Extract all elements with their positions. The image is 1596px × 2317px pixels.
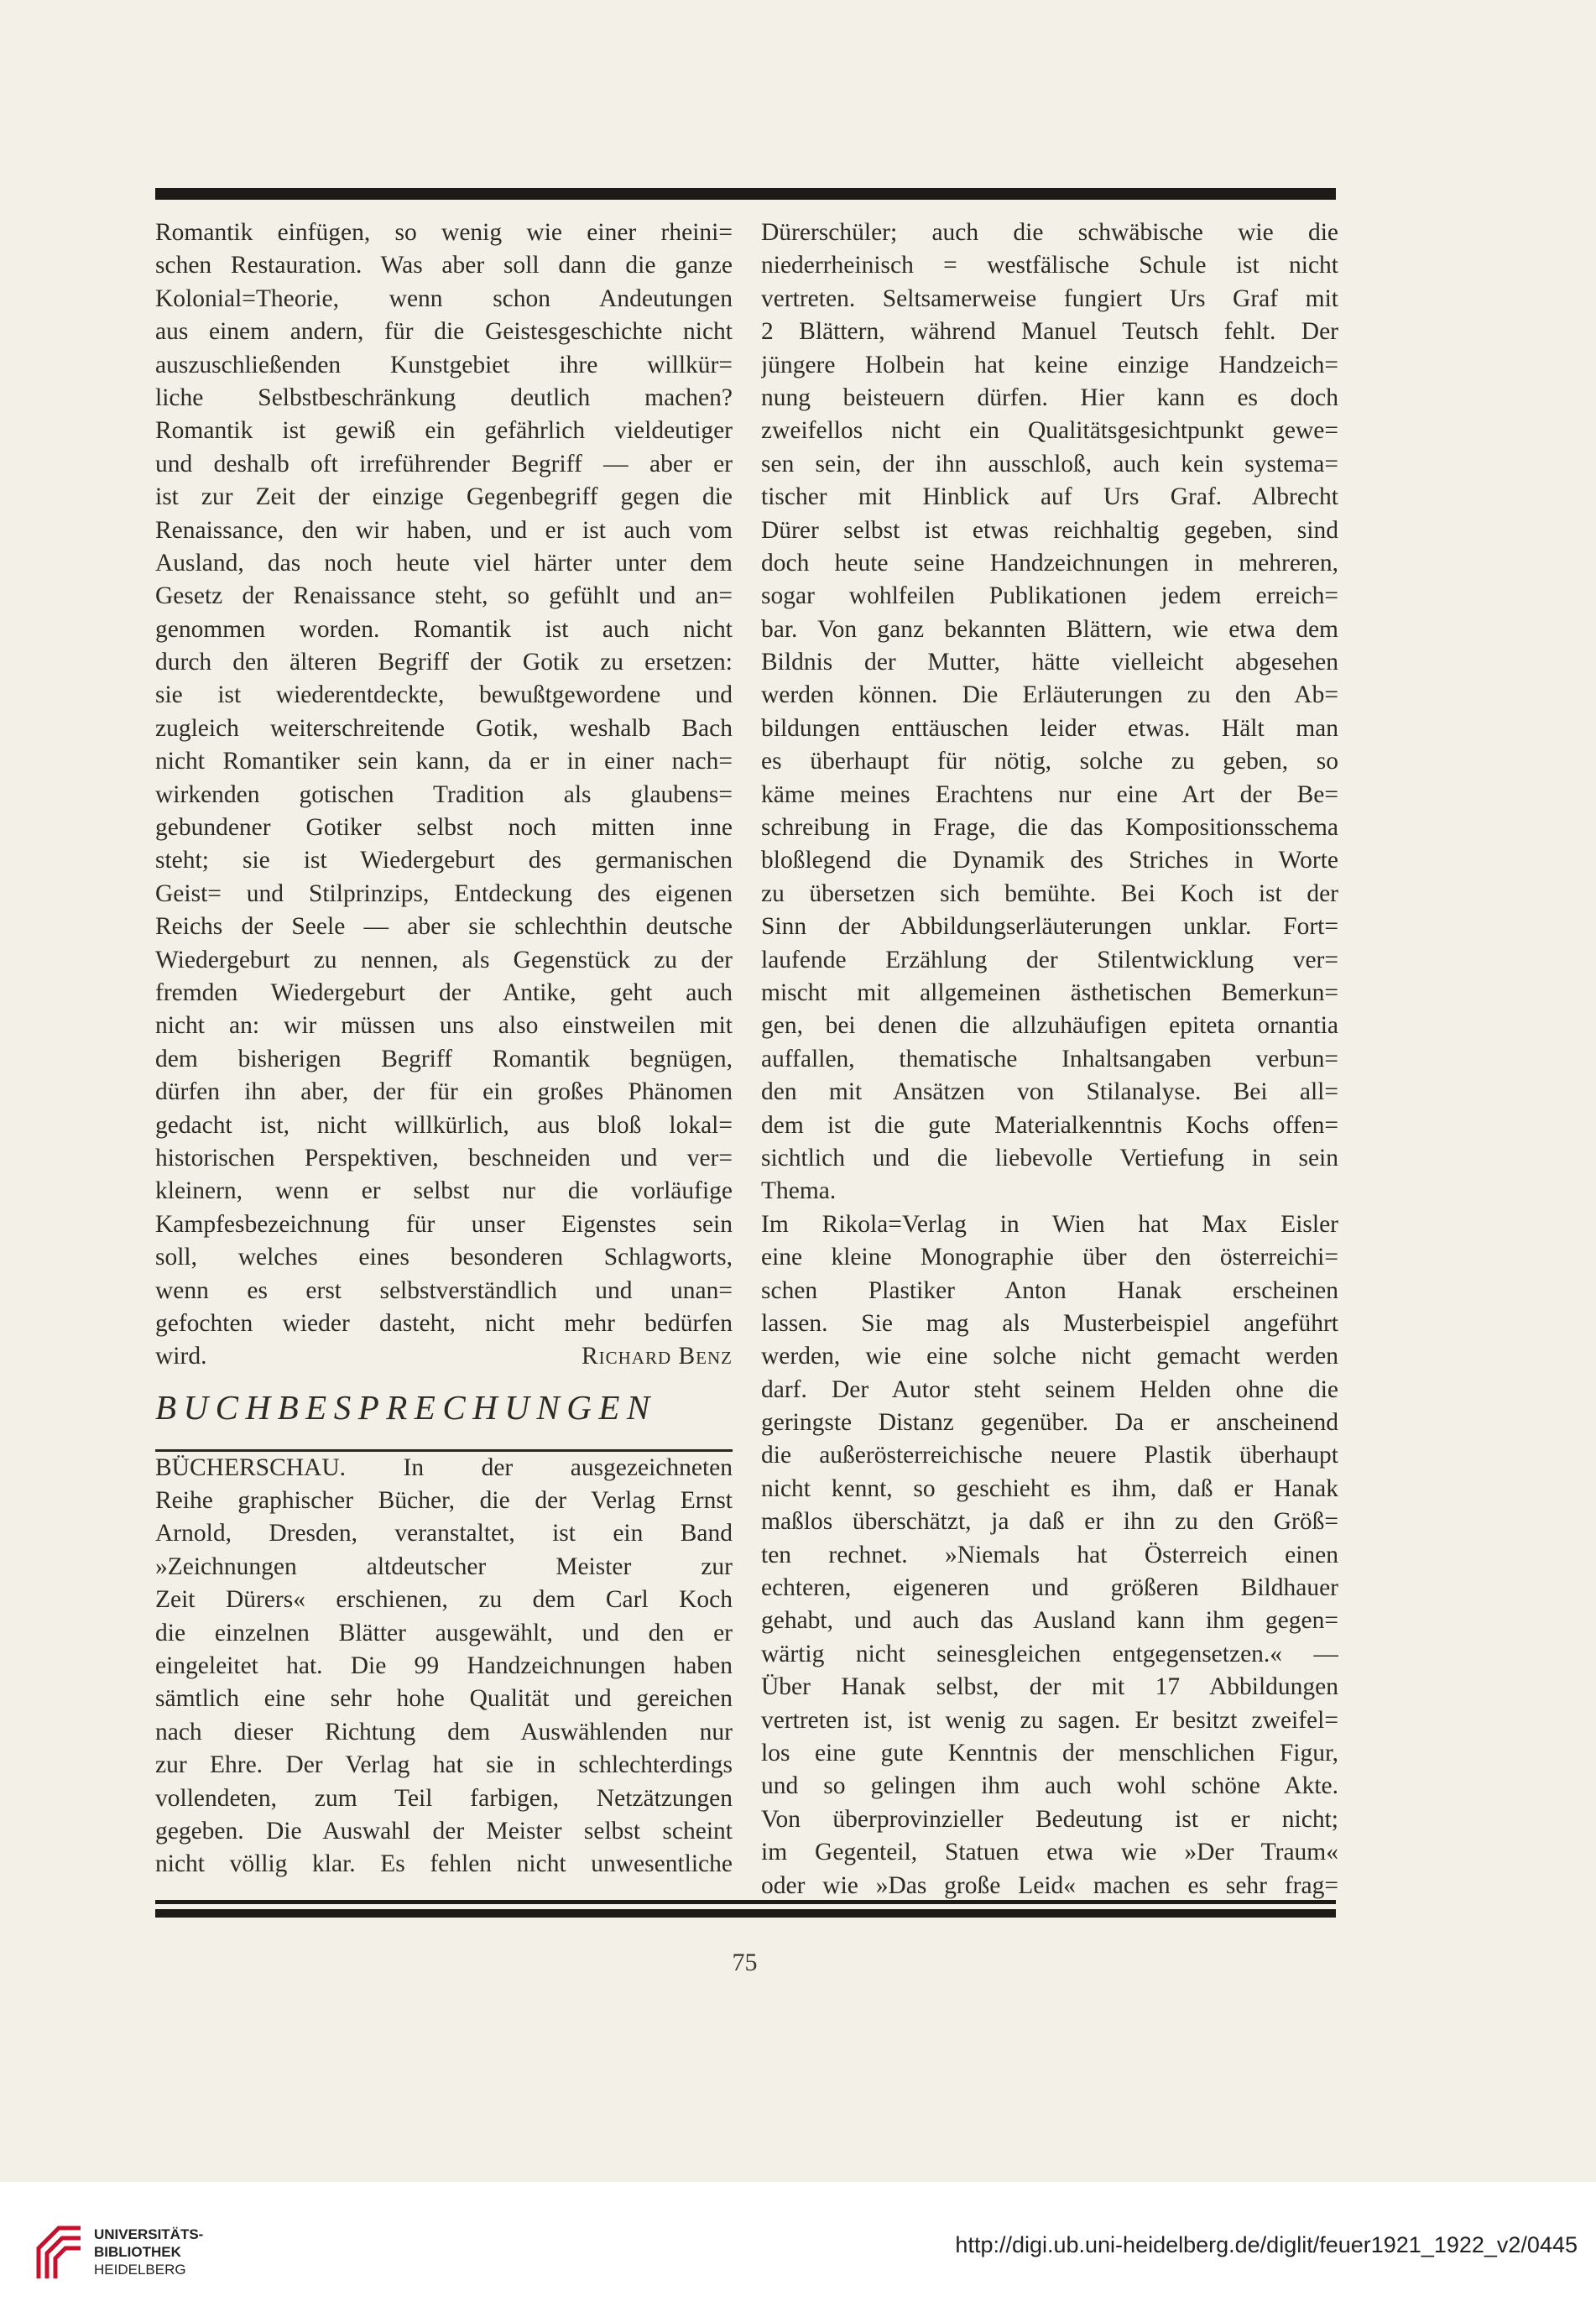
text-line: Romantik einfügen, so wenig wie einer rheini= [155, 219, 733, 246]
text-line: durch den älteren Begriff der Gotik zu ersetzen: [155, 649, 733, 676]
right-column [761, 217, 1338, 1902]
text-line: und deshalb oft irreführender Begriff — aber er [155, 450, 733, 477]
text-line: jüngere Holbein hat keine einzige Handzeich= [761, 351, 1338, 378]
text-line: Zeit Dürers« erschienen, zu dem Carl Koch [155, 1586, 733, 1614]
text-line: Gesetz der Renaissance steht, so gefühlt und an= [155, 582, 733, 610]
text-line: die außerösterreichische neuere Plastik überhaupt [761, 1442, 1338, 1469]
text-line: mischt mit allgemeinen ästhetischen Bemerkun= [761, 978, 1338, 1006]
text-line: nung beisteuern dürfen. Hier kann es doch [761, 384, 1338, 411]
text-line: bar. Von ganz bekannten Blättern, wie etwa dem [761, 615, 1338, 643]
bottom-rule-thick [155, 1909, 1336, 1918]
text-line: echteren, eigeneren und größeren Bildhauer [761, 1574, 1338, 1602]
top-rule [155, 188, 1336, 200]
text-line: bloßlegend die Dynamik des Striches in Worte [761, 847, 1338, 874]
left-column [155, 217, 733, 1881]
text-line: Renaissance, den wir haben, und er ist auch vom [155, 516, 733, 544]
text-line: Thema. [761, 1177, 837, 1205]
text-line: wärtig nicht seinesgleichen entgegensetzen.« — [761, 1640, 1338, 1667]
text-line: aus einem andern, für die Geistesgeschichte nicht [155, 318, 733, 346]
text-line: eingeleitet hat. Die 99 Handzeichnungen haben [155, 1652, 733, 1680]
text-line: es überhaupt für nötig, solche zu geben, so [761, 748, 1338, 775]
text-line: Bildnis der Mutter, hätte vielleicht abgesehen [761, 649, 1338, 676]
text-line: Dürer selbst ist etwas reichhaltig gegeben, sind [761, 516, 1338, 544]
text-line: zweifellos nicht ein Qualitätsgesichtpunkt gewe= [761, 417, 1338, 445]
text-line: vertreten. Seltsamerweise fungiert Urs Graf mit [761, 284, 1338, 312]
text-line: BÜCHERSCHAU. In der ausgezeichneten [155, 1453, 733, 1481]
text-line: bildungen enttäuschen leider etwas. Hält man [761, 714, 1338, 742]
text-line: sie ist wiederentdeckte, bewußtgewordene und [155, 681, 733, 709]
text-line: nicht an: wir müssen uns also einstweilen mit [155, 1012, 733, 1040]
text-line: zu übersetzen sich bemühte. Bei Koch ist der [761, 879, 1338, 907]
text-line: gebundener Gotiker selbst noch mitten inne [155, 814, 733, 842]
text-line: gedacht ist, nicht willkürlich, aus bloß lokal= [155, 1111, 733, 1139]
text-line: nicht kennt, so geschieht es ihm, daß er Hanak [761, 1474, 1338, 1502]
text-line: Reihe graphischer Bücher, die der Verlag Ernst [155, 1487, 733, 1515]
text-line: gefochten wieder dasteht, nicht mehr bedürfen [155, 1309, 733, 1337]
text-line: vertreten ist, ist wenig zu sagen. Er besitzt zweifel= [761, 1706, 1338, 1734]
text-line: Kampfesbezeichnung für unser Eigenstes sein [155, 1210, 733, 1238]
text-line: los eine gute Kenntnis der menschlichen Figur, [761, 1739, 1338, 1766]
text-line: werden, wie eine solche nicht gemacht werden [761, 1343, 1338, 1370]
text-line: gehabt, und auch das Ausland kann ihm gegen= [761, 1607, 1338, 1635]
text-line: oder wie »Das große Leid« machen es sehr frag= [761, 1871, 1338, 1899]
text-line: sämtlich eine sehr hohe Qualität und gereichen [155, 1685, 733, 1713]
library-name [94, 2226, 203, 2278]
text-line: im Gegenteil, Statuen etwa wie »Der Traum« [761, 1839, 1338, 1866]
signature-word: wird. [155, 1343, 207, 1370]
text-line: Sinn der Abbildungserläuterungen unklar. Fort= [761, 913, 1338, 941]
text-line: zugleich weiterschreitende Gotik, weshalb Bach [155, 714, 733, 742]
text-line: liche Selbstbeschränkung deutlich machen? [155, 384, 733, 411]
text-line: schen Restauration. Was aber soll dann die ganze [155, 252, 733, 279]
text-line: Über Hanak selbst, der mit 17 Abbildungen [761, 1673, 1338, 1701]
text-line: Arnold, Dresden, veranstaltet, ist ein Band [155, 1520, 733, 1547]
text-line: laufende Erzählung der Stilentwicklung ver= [761, 946, 1338, 973]
text-line: soll, welches eines besonderen Schlagworts, [155, 1244, 733, 1271]
text-line: tischer mit Hinblick auf Urs Graf. Albrecht [761, 483, 1338, 511]
library-name-line3: HEIDELBERG [94, 2262, 186, 2278]
text-line: schen Plastiker Anton Hanak erscheinen [761, 1276, 1338, 1304]
text-line: Reichs der Seele — aber sie schlechthin deutsche [155, 913, 733, 941]
text-line: maßlos überschätzt, ja daß er ihn zu den Größ= [761, 1508, 1338, 1536]
text-line: sogar wohlfeilen Publikationen jedem erreich= [761, 582, 1338, 610]
text-line: auffallen, thematische Inhaltsangaben verbun= [761, 1045, 1338, 1072]
text-line: dem bisherigen Begriff Romantik begnügen, [155, 1045, 733, 1072]
section-heading: BUCHBESPRECHUNGEN [155, 1382, 733, 1452]
text-line: Wiedergeburt zu nennen, als Gegenstück zu der [155, 946, 733, 973]
text-line: gen, bei denen die allzuhäufigen epiteta ornantia [761, 1012, 1338, 1040]
text-line: den mit Ansätzen von Stilanalyse. Bei all= [761, 1078, 1338, 1106]
text-line: Dürerschüler; auch die schwäbische wie die [761, 219, 1338, 246]
text-line: genommen worden. Romantik ist auch nicht [155, 615, 733, 643]
text-line: wirkenden gotischen Tradition als glaubens= [155, 780, 733, 808]
text-line: sen sein, der ihn ausschloß, auch kein systema= [761, 450, 1338, 477]
text-line: käme meines Erachtens nur eine Art der Be= [761, 780, 1338, 808]
text-line: eine kleine Monographie über den österreichi= [761, 1244, 1338, 1271]
left-column-text-top [155, 217, 733, 1340]
text-line: vollendeten, zum Teil farbigen, Netzätzungen [155, 1784, 733, 1812]
text-line: fremden Wiedergeburt der Antike, geht auch [155, 978, 733, 1006]
text-line: doch heute seine Handzeichnungen in mehreren, [761, 549, 1338, 577]
text-line: auszuschließenden Kunstgebiet ihre willkür= [155, 351, 733, 378]
text-line: »Zeichnungen altdeutscher Meister zur [155, 1552, 733, 1580]
text-line: ten rechnet. »Niemals hat Österreich einen [761, 1541, 1338, 1568]
text-line: nach dieser Richtung dem Auswählenden nur [155, 1718, 733, 1746]
text-line: nicht Romantiker sein kann, da er in einer nach= [155, 748, 733, 775]
text-line: kleinern, wenn er selbst nur die vorläufige [155, 1177, 733, 1205]
left-column-text-bottom [155, 1452, 733, 1881]
text-line: steht; sie ist Wiedergeburt des germanischen [155, 847, 733, 874]
text-line: historischen Perspektiven, beschneiden und ver= [155, 1144, 733, 1172]
text-line: Im Rikola=Verlag in Wien hat Max Eisler [761, 1210, 1338, 1238]
source-url-link[interactable]: http://digi.ub.uni-heidelberg.de/diglit/feuer1921_1922_v2/0445 [955, 2232, 1578, 2257]
text-line: schreibung in Frage, die das Kompositionsschema [761, 814, 1338, 842]
text-line: die einzelnen Blätter ausgewählt, und den er [155, 1619, 733, 1646]
bottom-rule-thin [155, 1900, 1336, 1904]
text-line: gegeben. Die Auswahl der Meister selbst scheint [155, 1817, 733, 1845]
text-line: Kolonial=Theorie, wenn schon Andeutungen [155, 284, 733, 312]
text-line: Ausland, das noch heute viel härter unter dem [155, 549, 733, 577]
text-line: Romantik ist gewiß ein gefährlich vieldeutiger [155, 417, 733, 445]
text-line: nicht völlig klar. Es fehlen nicht unwesentliche [155, 1850, 733, 1878]
signature-line [155, 1340, 733, 1373]
text-line: zur Ehre. Der Verlag hat sie in schlechterdings [155, 1751, 733, 1779]
text-line: 2 Blättern, während Manuel Teutsch fehlt. Der [761, 318, 1338, 346]
author-signature: Richard Benz [581, 1343, 733, 1370]
text-line: niederrheinisch = westfälische Schule ist nicht [761, 252, 1338, 279]
text-line: dem ist die gute Materialkenntnis Kochs offen= [761, 1111, 1338, 1139]
page-number: 75 [732, 1949, 758, 1976]
text-line: lassen. Sie mag als Musterbeispiel angeführt [761, 1309, 1338, 1337]
text-line: ist zur Zeit der einzige Gegenbegriff gegen die [155, 483, 733, 511]
text-line: geringste Distanz gegenüber. Da er anscheinend [761, 1409, 1338, 1437]
text-line: werden können. Die Erläuterungen zu den Ab= [761, 681, 1338, 709]
text-line: sichtlich und die liebevolle Vertiefung in sein [761, 1144, 1338, 1172]
text-line: dürfen ihn aber, der für ein großes Phänomen [155, 1078, 733, 1106]
library-name-line2: BIBLIOTHEK [94, 2244, 181, 2260]
text-line: und so gelingen ihm auch wohl schöne Akte. [761, 1772, 1338, 1800]
text-line: Geist= und Stilprinzips, Entdeckung des eigenen [155, 879, 733, 907]
digitization-footer [0, 2182, 1596, 2317]
ub-heidelberg-logo-icon [34, 2220, 86, 2283]
library-name-line1: UNIVERSITÄTS- [94, 2226, 204, 2242]
text-line: Von überprovinzieller Bedeutung ist er nicht; [761, 1805, 1338, 1833]
text-line: wenn es erst selbstverständlich und unan= [155, 1276, 733, 1304]
text-line: darf. Der Autor steht seinem Helden ohne die [761, 1375, 1338, 1403]
right-column-text [761, 217, 1338, 1902]
